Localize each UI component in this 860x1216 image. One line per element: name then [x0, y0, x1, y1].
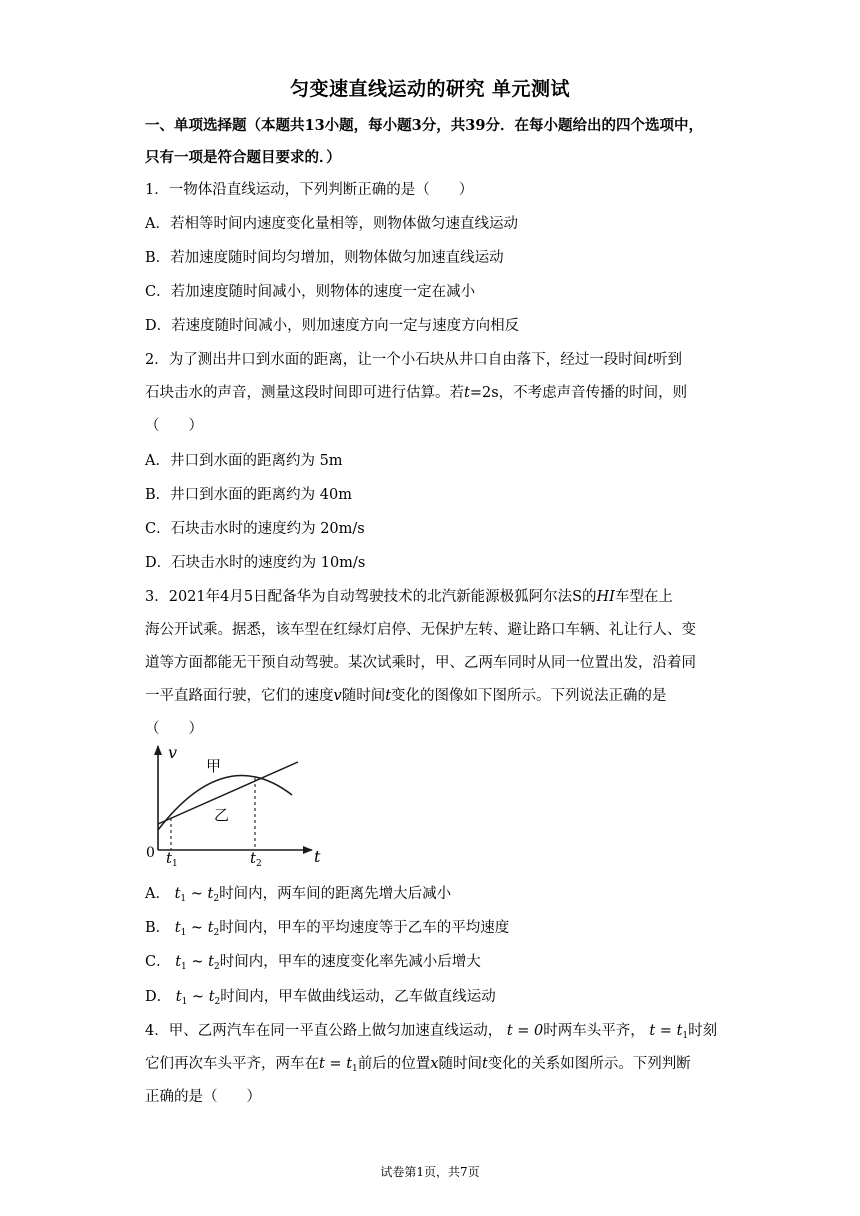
q2-stem-line2: 石块击水的声音，测量这段时间即可进行估算。若t=2s，不考虑声音传播的时间，则 [145, 385, 688, 401]
q3-stem-line5: （ ） [145, 721, 203, 737]
section-header-line1: 一、单项选择题（本题共13小题，每小题3分，共39分．在每小题给出的四个选项中， [145, 117, 703, 134]
t-axis-label: t [314, 847, 321, 866]
q1-option-d: D．若速度随时间减小，则加速度方向一定与速度方向相反 [145, 318, 520, 334]
q2-option-a: A．井口到水面的距离约为 5m [145, 453, 343, 469]
line-label-yi: 乙 [214, 806, 230, 824]
q3-stem-line4: 一平直路面行驶，它们的速度v随时间t变化的图像如下图所示。下列说法正确的是 [145, 688, 667, 704]
t2-tick-label: t [250, 849, 257, 867]
t2-tick-subscript: 2 [256, 859, 262, 868]
q3-option-a: A． $t_1$ ~ $t_2$时间内，两车间的距离先增大后减小 [145, 886, 452, 904]
page-footer: 试卷第1页，共7页 [380, 1165, 480, 1179]
q1-option-c: C．若加速度随时间减小，则物体的速度一定在减小 [145, 284, 476, 300]
q1-stem: 1．一物体沿直线运动，下列判断正确的是（ ） [145, 182, 474, 198]
origin-label: 0 [146, 845, 155, 861]
q3-stem-line3: 道等方面都能无干预自动驾驶。某次试乘时，甲、乙两车同时从同一位置出发，沿着同 [145, 655, 696, 671]
q1-option-b: B．若加速度随时间均匀增加，则物体做匀加速直线运动 [145, 250, 504, 266]
q3-option-d: D． $t_1$ ~ $t_2$时间内，甲车做曲线运动，乙车做直线运动 [145, 989, 496, 1007]
t1-tick-subscript: 1 [172, 859, 178, 868]
q3-option-b: B． $t_1$ ~ $t_2$时间内，甲车的平均速度等于乙车的平均速度 [145, 920, 510, 938]
q3-stem-line1: 3．2021年4月5日配备华为自动驾驶技术的北汽新能源极狐阿尔法S的HI车型在上 [145, 589, 673, 605]
t1-tick-label: t [166, 849, 173, 867]
velocity-time-graph [140, 738, 325, 868]
v-axis-label: v [168, 743, 178, 762]
q2-option-d: D．石块击水时的速度约为 10m/s [145, 555, 366, 571]
q2-stem-line1: 2．为了测出井口到水面的距离，让一个小石块从井口自由落下，经过一段时间t听到 [145, 352, 683, 368]
q4-stem-line3: 正确的是（ ） [145, 1089, 261, 1105]
q3-option-c: C． $t_1$ ~ $t_2$时间内，甲车的速度变化率先减小后增大 [145, 954, 481, 972]
section-header-line2: 只有一项是符合题目要求的．） [145, 149, 341, 166]
q4-stem-line2: 它们再次车头平齐，两车在$t = t_1$前后的位置x随时间t变化的关系如图所示。下列判断 [145, 1056, 691, 1074]
curve-label-jia: 甲 [206, 757, 222, 775]
q2-stem-line3: （ ） [145, 418, 203, 434]
q2-option-b: B．井口到水面的距离约为 40m [145, 487, 352, 503]
page-title: 匀变速直线运动的研究 单元测试 [289, 78, 571, 100]
q1-option-a: A．若相等时间内速度变化量相等，则物体做匀速直线运动 [145, 216, 518, 232]
q2-option-c: C．石块击水时的速度约为 20m/s [145, 521, 365, 537]
q4-stem-line1: 4．甲、乙两汽车在同一平直公路上做匀加速直线运动， t = 0时两车头平齐， $t = t_1$时刻 [145, 1023, 718, 1041]
q3-stem-line2: 海公开试乘。据悉，该车型在红绿灯启停、无保护左转、避让路口车辆、礼让行人、变 [145, 622, 696, 638]
